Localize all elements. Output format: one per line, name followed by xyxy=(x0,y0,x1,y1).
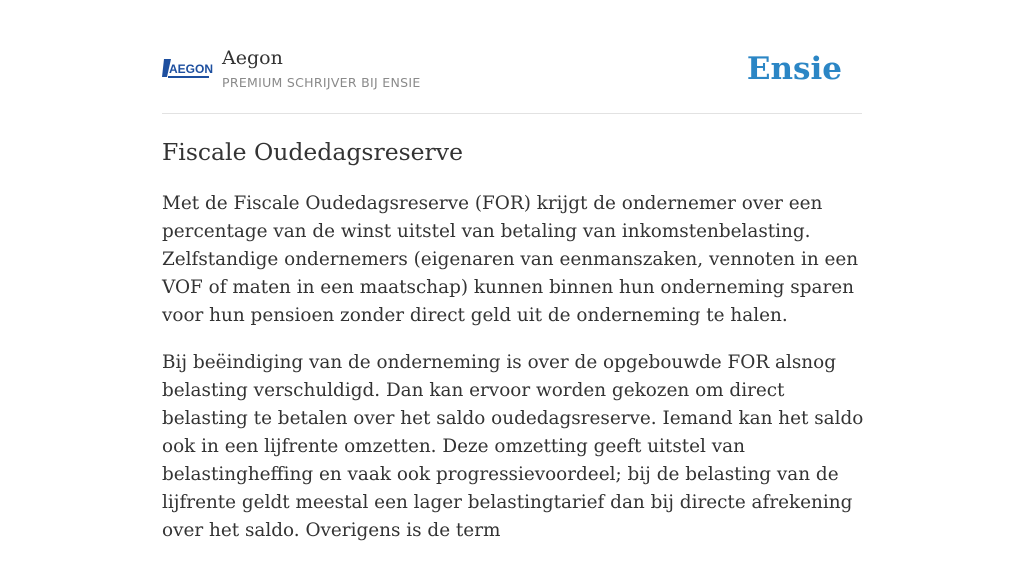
article-title: Fiscale Oudedagsreserve xyxy=(162,138,463,166)
article-paragraph: Bij beëindiging van de onderneming is over de opgebouwde FOR alsnog belasting verschuldigd. Dan kan ervoor worden gekozen om direct belasting te betalen over het saldo oudedagsreserve. Iemand kan het saldo ook in een lijfrente omzetten. Deze omzetting geeft uitstel van belastingheffing en vaak ook progressievoordeel; bij de belasting van de lijfrente geldt meestal een lager belastingtarief dan bij directe afrekening over het saldo. Overigens is de term xyxy=(162,352,864,541)
logo-text: AEGON xyxy=(169,62,214,76)
article-body xyxy=(162,190,864,564)
aegon-logo[interactable] xyxy=(162,56,214,82)
author-subtitle: PREMIUM SCHRIJVER BIJ ENSIE xyxy=(222,75,421,90)
ensie-brand-logo[interactable]: Ensie xyxy=(746,51,842,87)
article-header xyxy=(162,40,862,114)
article-paragraph: Met de Fiscale Oudedagsreserve (FOR) krijgt de ondernemer over een percentage van de winst uitstel van betaling van inkomstenbelasting. Zelfstandige ondernemers (eigenaren van eenmanszaken, vennoten in een VOF of maten in een maatschap) kunnen binnen hun onderneming sparen voor hun pensioen zonder direct geld uit de onderneming te halen. xyxy=(162,193,859,326)
author-name[interactable]: Aegon xyxy=(222,47,283,69)
